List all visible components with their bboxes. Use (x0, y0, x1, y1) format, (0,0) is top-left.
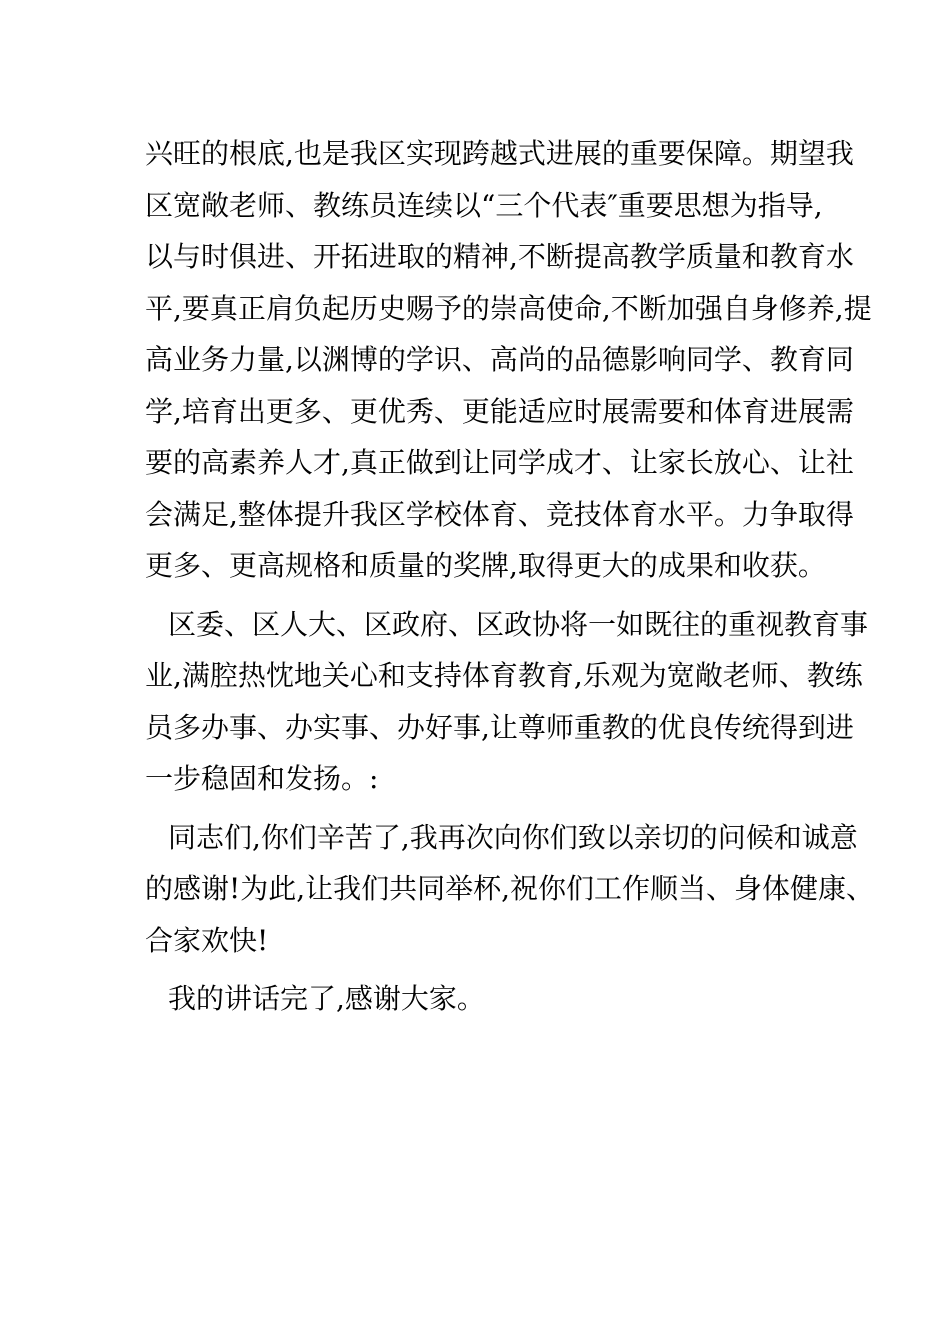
text-line: 员多办事、办实事、办好事,让尊师重教的优良传统得到进 (145, 710, 854, 744)
text-line: 兴旺的根底,也是我区实现跨越式进展的重要保障。期望我 (145, 137, 854, 170)
paragraph-closing (145, 973, 817, 1025)
paragraph-gap (145, 966, 817, 973)
text-line: 的感谢!为此,让我们共同举杯,祝你们工作顺当、身体健康、 (145, 872, 875, 905)
text-line: 区委、区人大、区政府、区政协将一如既往的重视教育事 (168, 607, 869, 641)
text-line: 同志们,你们辛苦了,我再次向你们致以亲切的问候和诚意 (168, 820, 858, 854)
text-line: 业,满腔热忱地关心和支持体育教育,乐观为宽敞老师、教练 (145, 659, 863, 692)
document-body (145, 128, 875, 1025)
text-line: 区宽敞老师、教练员连续以“三个代表″重要思想为指导, (145, 188, 823, 222)
paragraph-gap (145, 592, 817, 599)
text-line: 要的高素养人才,真正做到让同学成才、让家长放心、让社 (145, 446, 854, 479)
text-line: 高业务力量,以渊博的学识、高尚的品德影响同学、教育同 (145, 343, 854, 376)
paragraph-greeting (145, 812, 875, 967)
text-line: 学,培育出更多、更优秀、更能适应时展需要和体育进展需 (145, 394, 854, 428)
text-line: 合家欢快! (145, 923, 269, 957)
text-line: 平,要真正肩负起历史赐予的崇高使命,不断加强自身修养,提 (145, 291, 872, 325)
text-line: 我的讲话完了,感谢大家。 (168, 982, 485, 1015)
paragraph-support (145, 599, 869, 805)
text-line: 会满足,整体提升我区学校体育、竞技体育水平。力争取得 (145, 497, 854, 531)
paragraph-gap (145, 805, 817, 812)
text-line: 以与时俱进、开拓进取的精神,不断提高教学质量和教育水 (145, 240, 854, 273)
paragraph-continued (145, 128, 872, 592)
text-line: 更多、更高规格和质量的奖牌,取得更大的成果和收获。 (145, 549, 826, 582)
text-line: 一步稳固和发扬。: (145, 762, 379, 795)
